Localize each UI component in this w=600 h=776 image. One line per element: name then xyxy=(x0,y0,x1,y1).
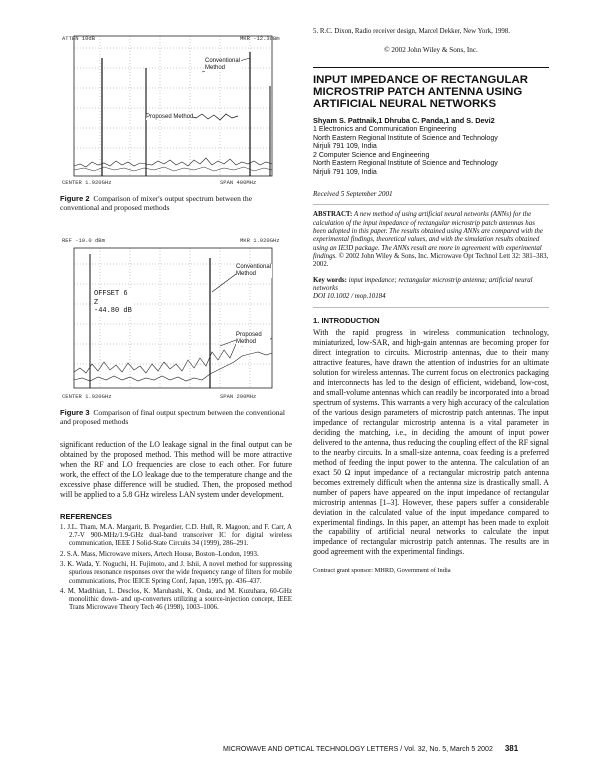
received-date: Received 5 September 2001 xyxy=(313,189,393,198)
page-footer xyxy=(223,744,518,753)
introduction-section xyxy=(313,307,549,557)
figure-3-readout-line-2: Z xyxy=(94,298,99,307)
figure-2-label-proposed: Proposed Method xyxy=(146,114,194,120)
figure-3-caption-text: Comparison of final output spectrum between the conventional and proposed methods xyxy=(60,408,286,426)
copyright-top: © 2002 John Wiley & Sons, Inc. xyxy=(384,46,478,55)
svg-text:ATTEN 10dB: ATTEN 10dB xyxy=(62,35,96,42)
references-heading: REFERENCES xyxy=(60,511,112,521)
abstract-citation: © 2002 John Wiley & Sons, Inc. Microwave Opt Technol Lett 32: 381–383, 2002. xyxy=(313,252,549,269)
affiliation-line: 2 Computer Science and Engineering xyxy=(313,151,430,159)
reference-item: 3. K. Wada, Y. Noguchi, H. Fujimoto, and J. Ishii, A novel method for suppressing spurious resonance responses over the wide frequency range of filters for mobile communications, Proc IEICE Spring Conf, Japan, 1995, pp. 436–437. xyxy=(60,560,292,585)
svg-text:MKR 1.920GHz: MKR 1.920GHz xyxy=(240,237,280,244)
abstract xyxy=(313,211,549,269)
keywords xyxy=(313,277,549,294)
affiliation-line: Nirjuli 791 109, India xyxy=(313,169,377,177)
figure-3 xyxy=(60,234,292,402)
svg-text:SPAN 200MHz: SPAN 200MHz xyxy=(220,393,257,400)
figure-3-readout-line-1: OFFSET 6 xyxy=(94,290,128,298)
figure-2 xyxy=(60,28,292,188)
figure-3-label-proposed: Proposed Method xyxy=(236,332,270,346)
affiliation-line: North Eastern Regional Institute of Science and Technology xyxy=(313,134,498,142)
figure-3-caption xyxy=(60,408,292,426)
svg-text:CENTER 1.920GHz: CENTER 1.920GHz xyxy=(62,393,112,400)
reference-item: 1. J.L. Tham, M.A. Margarit, B. Pregardier, C.D. Hull, R. Magoon, and F. Carr, A 2.7-V 900-MHz/1.9-GHz dual-band transceiver IC for digital wireless communication, IEEE J Solid-State Circuits 34 (1999), 286–291. xyxy=(60,523,292,548)
article-header xyxy=(313,67,549,178)
introduction-text: With the rapid progress in wireless communication technology, miniaturized, low-SAR, and high-gain antennas are becoming proper for direct integration to circuits. Microstrip antennas, due to their many attractive features, have drawn the attention of industries for an ultimate solution for wireless antennas. The current focus on electronics packaging and interconnects has led to the design of efficient, wideband, low-cost, and small-volume antennas which can readily be incorporated into a broad spectrum of systems. This warrants a very high accuracy of the calculation of the various design parameters of microstrip patch antennas. The input impedance of rectangular microstrip antenna is a vital parameter in deciding the matching, i.e., in deciding the amount of input power delivered to the antenna, thus reducing the coupling effect of the RF signal to the nearby circuits. In a small-size antenna, coax feeding is a preferred method of feeding the input power to the antenna. The calculation of an exact 50 Ω input impedance of a rectangular microstrip patch antenna becomes extremely difficult when the antenna size is drastically small. A number of papers have appeared on the input impedance of rectangular microstrip antennas [1–3]. However, these papers suffer a considerable deviation in the calculated value of the input impedance compared to experimental findings. In this paper, an attempt has been made to exploit the capability of artificial neural networks to calculate the input impedance of rectangular microstrip patch antennas. The results are in good agreement with the experimental findings. xyxy=(313,328,549,557)
figure-3-label-conventional: Conventional Method xyxy=(236,264,272,277)
svg-text:REF -10.0 dBm: REF -10.0 dBm xyxy=(62,237,105,244)
svg-text:MKR -12.3dBm: MKR -12.3dBm xyxy=(240,35,280,42)
keywords-label: Key words: xyxy=(313,276,347,284)
keywords-text: input impedance; rectangular microstrip antenna; artificial neural networks xyxy=(313,276,533,292)
introduction-heading: 1. INTRODUCTION xyxy=(313,316,380,326)
references-list xyxy=(60,524,292,613)
right-top-reference xyxy=(313,28,549,36)
abstract-text: A new method of using artificial neural networks (ANNs) for the calculation of the input impedance of rectangular microstrip patch antennas has been adopted in this paper. The results obtained using ANNs are compared with the experimental findings, theoretical values, and with the simulation results obtained using an IE3D package. The ANNs result are more in agreement with experimental findings. xyxy=(313,211,543,260)
article-title: INPUT IMPEDANCE OF RECTANGULAR MICROSTRIP PATCH ANTENNA USING ARTIFICIAL NEURAL NETWORKS xyxy=(313,74,528,111)
affiliation-line: North Eastern Regional Institute of Science and Technology xyxy=(313,160,498,168)
right-column xyxy=(313,28,549,574)
article-authors: Shyam S. Pattnaik,1 Dhruba C. Panda,1 and S. Devi2 xyxy=(313,116,495,126)
svg-text:CENTER 1.920GHz: CENTER 1.920GHz xyxy=(62,179,112,186)
svg-text:SPAN 400MHz: SPAN 400MHz xyxy=(220,179,257,186)
reference-item-5: 5. R.C. Dixon, Radio receiver design, Marcel Dekker, New York, 1998. xyxy=(313,28,511,35)
page-number: 381 xyxy=(504,744,519,753)
left-column xyxy=(60,28,292,615)
reference-item: 4. M. Madihian, L. Desclos, K. Maruhashi, K. Onda, and M. Kuzuhara, 60-GHz monolithic down- and up-converters utilizing a source-injection concept, IEEE Trans Microwave Theory Tech 46 (1998), 1003–1006. xyxy=(60,587,292,612)
figure-2-caption xyxy=(60,194,292,212)
abstract-label: ABSTRACT: xyxy=(313,211,353,219)
figure-2-spectrum-plot xyxy=(60,28,292,188)
figure-3-marker-readout xyxy=(94,290,132,316)
figure-3-caption-label: Figure 3 xyxy=(60,408,90,417)
figure-2-label-conventional: Conventional Method xyxy=(205,58,241,71)
grant-footnote: Contract grant sponsor: MHRD, Government of India xyxy=(313,567,451,575)
abstract-block xyxy=(313,204,549,301)
figure-2-caption-label: Figure 2 xyxy=(60,194,90,203)
left-body-paragraph: significant reduction of the LO leakage signal in the final output can be obtained by the proposed method. This method will be more attractive when the RF and LO frequencies are close to each other. For future work, the effect of the LO leakage due to the temperature change and the excessive phase difference will be studied. Then, the proposed method will be applied to a 5.8 GHz wireless LAN system under development. xyxy=(60,440,292,499)
journal-line: MICROWAVE AND OPTICAL TECHNOLOGY LETTERS / Vol. 32, No. 5, March 5 2002 xyxy=(223,746,493,753)
affiliation-line: 1 Electronics and Communication Engineering xyxy=(313,126,457,134)
figure-3-spectrum-plot xyxy=(60,234,292,402)
figure-2-caption-text: Comparison of mixer's output spectrum between the conventional and proposed methods xyxy=(60,194,253,212)
figure-3-readout-line-3: -44.80 dB xyxy=(94,307,132,315)
doi: DOI 10.1002 / mop.10184 xyxy=(313,293,386,301)
affiliation-line: Nirjuli 791 109, India xyxy=(313,143,377,151)
reference-item: 2. S.A. Mass, Microwave mixers, Artech House, Boston–London, 1993. xyxy=(60,550,259,558)
